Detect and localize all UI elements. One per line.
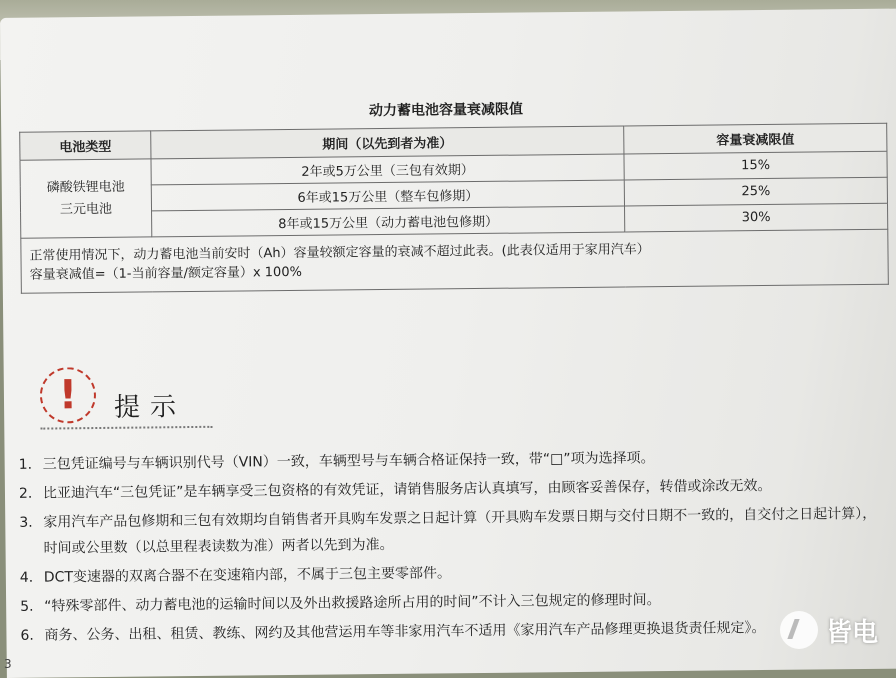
period-cell: 6年或15万公里（整车包修期） xyxy=(151,180,624,211)
battery-type-lfp: 磷酸铁锂电池 xyxy=(46,179,125,196)
item-number: 5. xyxy=(20,598,34,615)
exclamation-icon: ! xyxy=(58,372,78,419)
item-text: 三包凭证编号与车辆识别代号（VIN）一致，车辆型号与车辆合格证保持一致，带“□”项为选择项。 xyxy=(42,450,655,473)
list-item xyxy=(20,614,880,649)
item-text: DCT变速器的双离合器不在变速箱内部，不属于三包主要零部件。 xyxy=(43,565,452,586)
header-period: 期间（以先到者为准） xyxy=(151,126,624,159)
limit-cell: 30% xyxy=(625,203,888,232)
hint-heading: 提示 xyxy=(113,392,187,423)
item-text: “特殊零部件、动力蓄电池的运输时间以及外出救援路途所占用的时间”不计入三包规定的修理时间。 xyxy=(44,592,661,615)
table-note-row xyxy=(21,229,889,293)
item-number: 2. xyxy=(18,485,33,502)
watermark-text: 皆电 xyxy=(825,617,878,648)
battery-type-cell xyxy=(20,159,152,238)
item-number: 3. xyxy=(19,514,33,531)
item-text: 家用汽车产品包修期和三包有效期均自销售者开具购车发票之日起计算（开具购车发票日期与交付日期不一致的，自交付之日起计算），时间或公里数（以总里程表读数为准）两者以先到为准。 xyxy=(43,505,877,557)
warning-icon xyxy=(40,367,97,424)
note-line-1: 正常使用情况下，动力蓄电池当前安时（Ah）容量较额定容量的衰减不超过此表。(此表仅适用于家用汽车） xyxy=(29,242,650,264)
battery-type-ternary: 三元电池 xyxy=(59,201,113,217)
table-title: 动力蓄电池容量衰减限值 xyxy=(368,101,524,120)
item-number: 4. xyxy=(19,569,34,586)
item-text: 商务、公务、出租、租赁、教练、网约及其他营运用车等非家用汽车不适用《家用汽车产品修理更换退货责任规定》。 xyxy=(44,620,766,644)
period-cell: 2年或5万公里（三包有效期） xyxy=(151,154,624,185)
document-page xyxy=(0,9,896,678)
limit-cell: 25% xyxy=(624,177,887,206)
hint-list xyxy=(19,443,881,652)
table-note xyxy=(21,229,889,293)
note-line-2: 容量衰减值=（1-当前容量/额定容量）x 100% xyxy=(29,264,302,283)
list-item xyxy=(19,501,879,562)
header-decay-limit: 容量衰减限值 xyxy=(624,123,887,154)
hint-divider xyxy=(40,426,212,430)
header-battery-type: 电池类型 xyxy=(20,131,151,160)
capacity-decay-table xyxy=(19,123,889,294)
limit-cell: 15% xyxy=(624,151,887,180)
item-number: 6. xyxy=(20,627,34,644)
item-number: 1. xyxy=(18,456,33,473)
period-cell: 8年或15万公里（动力蓄电池包修期） xyxy=(152,206,625,237)
item-text: 比亚迪汽车“三包凭证”是车辆享受三包资格的有效凭证，请销售服务店认真填写，由顾客妥善保存，转借或涂改无效。 xyxy=(42,477,772,502)
watermark-logo xyxy=(780,611,878,649)
brand-mark-icon xyxy=(780,611,818,649)
page-number: 3 xyxy=(4,657,12,671)
